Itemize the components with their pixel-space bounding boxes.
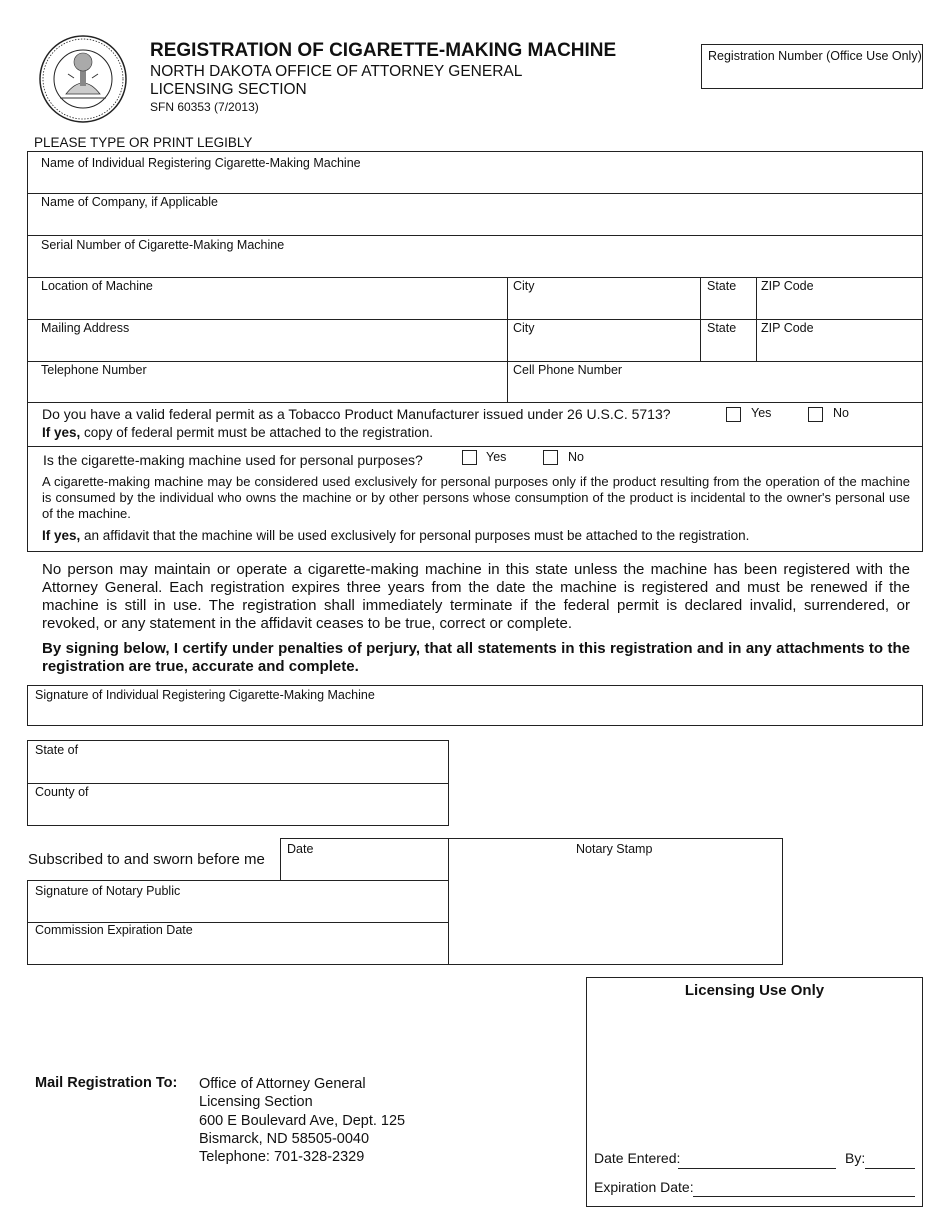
company-name-label: Name of Company, if Applicable	[41, 195, 218, 209]
personal-use-yes-label: Yes	[486, 450, 507, 464]
form-number: SFN 60353 (7/2013)	[150, 100, 259, 114]
section-name: LICENSING SECTION	[150, 81, 307, 98]
registration-number-box[interactable]	[701, 44, 923, 89]
location-label: Location of Machine	[41, 279, 153, 293]
form-title: REGISTRATION OF CIGARETTE-MAKING MACHINE	[150, 40, 617, 61]
federal-permit-yes-label: Yes	[751, 406, 772, 420]
location-zip-field[interactable]	[757, 278, 922, 319]
date-entered-line[interactable]	[678, 1168, 836, 1169]
mail-address-block	[199, 1075, 405, 1166]
personal-use-question: Is the cigarette-making machine used for personal purposes?	[43, 452, 423, 468]
personal-use-yes-checkbox[interactable]	[462, 450, 477, 465]
county-of-field[interactable]	[28, 784, 448, 825]
personal-use-note-text: an affidavit that the machine will be used exclusively for personal purposes must be attached to the registration.	[80, 528, 750, 543]
mail-line-3: 600 E Boulevard Ave, Dept. 125	[199, 1112, 406, 1129]
registration-statement: No person may maintain or operate a cigarette-making machine in this state unless the machine has been registered with the Attorney General. Each registration expires three years from the date the machine is registered and must be renewed if the machine is still in use. The registration shall immediately terminate if the federal permit is declared invalid, surrendered, or revoked, or any statement in the affidavit ceases to be true, correct or complete.	[42, 561, 910, 632]
location-state-label: State	[707, 279, 737, 293]
federal-permit-note-text: copy of federal permit must be attached to the registration.	[80, 425, 433, 440]
registration-number-label: Registration Number (Office Use Only)	[708, 49, 922, 63]
by-label: By:	[845, 1150, 866, 1166]
date-entered-label: Date Entered:	[594, 1150, 681, 1166]
agency-name: NORTH DAKOTA OFFICE OF ATTORNEY GENERAL	[150, 63, 523, 80]
expiration-date-line[interactable]	[693, 1196, 915, 1197]
notary-date-label: Date	[287, 842, 314, 856]
mailing-address-field[interactable]	[28, 320, 507, 361]
federal-permit-no-label: No	[833, 406, 849, 420]
commission-expiration-field[interactable]	[28, 923, 448, 964]
instruction: PLEASE TYPE OR PRINT LEGIBLY	[34, 135, 253, 150]
notary-signature-field[interactable]	[28, 881, 448, 922]
federal-permit-question: Do you have a valid federal permit as a Tobacco Product Manufacturer issued under 26 U.S.C. 5713?	[42, 406, 671, 422]
serial-number-field[interactable]	[28, 236, 922, 277]
state-of-label: State of	[35, 743, 79, 757]
individual-name-label: Name of Individual Registering Cigarette-Making Machine	[41, 156, 361, 170]
personal-use-no-label: No	[568, 450, 584, 464]
location-field[interactable]	[28, 278, 507, 319]
personal-use-no-checkbox[interactable]	[543, 450, 558, 465]
location-state-field[interactable]	[701, 278, 756, 319]
federal-permit-no-checkbox[interactable]	[808, 407, 823, 422]
mail-to-label: Mail Registration To:	[35, 1075, 178, 1091]
mailing-city-field[interactable]	[508, 320, 700, 361]
subscribed-sworn-label: Subscribed to and sworn before me	[28, 851, 265, 868]
company-name-field[interactable]	[28, 194, 922, 235]
by-line[interactable]	[865, 1168, 915, 1169]
expiration-date-label: Expiration Date:	[594, 1179, 694, 1195]
notary-signature-label: Signature of Notary Public	[35, 884, 181, 898]
telephone-label: Telephone Number	[41, 363, 147, 377]
commission-expiration-label: Commission Expiration Date	[35, 923, 193, 937]
licensing-use-box	[586, 977, 923, 1207]
federal-permit-yes-checkbox[interactable]	[726, 407, 741, 422]
mail-line-4: Bismarck, ND 58505-0040	[199, 1130, 370, 1147]
notary-date-field[interactable]	[280, 838, 449, 881]
serial-number-label: Serial Number of Cigarette-Making Machine	[41, 238, 285, 252]
county-of-label: County of	[35, 785, 89, 799]
individual-name-field[interactable]	[28, 152, 922, 193]
federal-permit-note-bold: If yes,	[42, 425, 81, 440]
mailing-state-label: State	[707, 321, 737, 335]
cell-phone-field[interactable]	[508, 362, 922, 402]
mailing-address-label: Mailing Address	[41, 321, 130, 335]
licensing-use-title: Licensing Use Only	[684, 982, 825, 999]
notary-stamp-label: Notary Stamp	[576, 842, 653, 856]
notary-stamp-box	[448, 838, 783, 965]
mail-line-5: Telephone: 701-328-2329	[199, 1149, 365, 1166]
location-zip-label: ZIP Code	[761, 279, 814, 293]
cell-phone-label: Cell Phone Number	[513, 363, 623, 377]
mailing-city-label: City	[513, 321, 535, 335]
certification-statement: By signing below, I certify under penalties of perjury, that all statements in this registration and in any attachments to the registration are true, accurate and complete.	[42, 640, 910, 675]
location-city-field[interactable]	[508, 278, 700, 319]
telephone-field[interactable]	[28, 362, 507, 402]
mailing-state-field[interactable]	[701, 320, 756, 361]
location-city-label: City	[513, 279, 535, 293]
signature-field[interactable]	[27, 685, 923, 726]
state-of-field[interactable]	[28, 741, 448, 783]
federal-permit-note	[42, 425, 433, 440]
mail-line-2: Licensing Section	[199, 1094, 313, 1111]
personal-use-note-bold: If yes,	[42, 528, 81, 543]
personal-use-explanation: A cigarette-making machine may be considered used exclusively for personal purposes only if the product resulting from the operation of the machine is consumed by the individual who owns the machine or by other persons whose consumption of the product is incidental to the owner's personal use of the machine.	[42, 474, 910, 521]
signature-label: Signature of Individual Registering Cigarette-Making Machine	[35, 688, 375, 702]
mailing-zip-field[interactable]	[757, 320, 922, 361]
state-seal	[38, 34, 128, 124]
personal-use-note	[42, 528, 749, 543]
mailing-zip-label: ZIP Code	[761, 321, 814, 335]
mail-line-1: Office of Attorney General	[199, 1076, 366, 1092]
